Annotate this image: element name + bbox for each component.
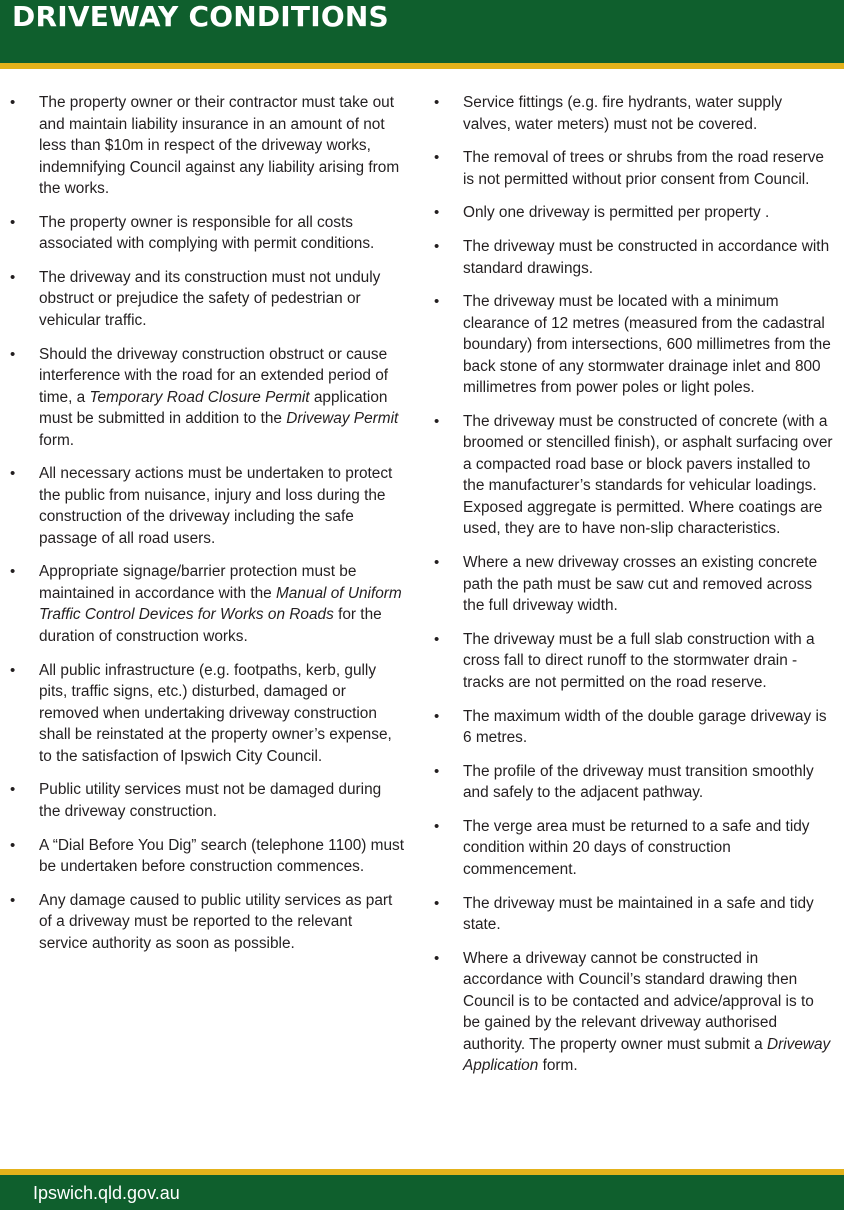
condition-text: All necessary actions must be undertaken to protect the public from nuisance, injury and loss during the construction of the driveway including the safe passage of all road users. [39,465,393,547]
condition-text: The driveway and its construction must not unduly obstruct or prejudice the safety of pedestrian or vehicular traffic. [39,268,381,329]
condition-text: The property owner or their contractor must take out and maintain liability insurance in an amount of not less than $10m in respect of the driveway works, indemnifying Council against any liability arising from the works. [39,94,400,197]
condition-text: application must be submitted in addition to the [39,388,388,428]
condition-text: The property owner is responsible for all costs associated with complying with permit conditions. [39,213,375,253]
condition-text: Public utility services must not be damaged during the driveway construction. [39,781,382,820]
condition-item [434,202,834,224]
condition-item [10,463,405,549]
condition-text: form. [39,431,75,449]
condition-text: The maximum width of the double garage driveway is 6 metres. [463,707,827,746]
website-url: Ipswich.qld.gov.au [33,1183,180,1203]
condition-item [434,629,834,694]
condition-item [10,890,405,955]
header-divider [0,63,844,69]
condition-text: The driveway must be maintained in a safe and tidy state. [463,894,814,934]
condition-text: for the duration of construction works. [39,606,382,645]
condition-item [434,411,834,540]
condition-text: A “Dial Before You Dig” search (telephone 1100) must be undertaken before construction commences. [39,836,405,875]
condition-item [434,893,834,936]
condition-item [434,706,834,749]
condition-text: Appropriate signage/barrier protection must be maintained in accordance with the [39,563,357,602]
condition-item [434,816,834,881]
condition-emphasis: Manual of Uniform Traffic Control Devices for Works on Roads [39,584,402,624]
condition-item [434,761,834,804]
condition-text: Where a new driveway crosses an existing concrete path the path must be saw cut and removed across the full driveway width. [463,554,818,615]
condition-text: The driveway must be a full slab construction with a cross fall to direct runoff to the stormwater drain - tracks are not permitted on the road reserve. [463,630,815,691]
page-footer [0,1175,844,1210]
condition-emphasis: Temporary Road Closure Permit [89,388,310,406]
conditions-list-left [10,92,405,954]
condition-item [10,779,405,822]
condition-item [10,660,405,768]
condition-text: The profile of the driveway must transition smoothly and safely to the adjacent pathway. [463,762,814,802]
condition-item [10,561,405,647]
condition-item [434,92,834,135]
page-header [0,0,844,63]
condition-text: Only one driveway is permitted per property . [463,204,770,222]
condition-item [434,147,834,190]
condition-text: Any damage caused to public utility services as part of a driveway must be reported to the relevant service authority as soon as possible. [39,891,393,952]
condition-item [10,212,405,255]
condition-text: The driveway must be constructed of concrete (with a broomed or stencilled finish), or asphalt surfacing over a compacted road base or block pavers installed to the manufacturer’s standards for vehicular loadings. Exposed aggregate is permitted. Where coatings are used, they are to have non-slip characteristics. [463,412,833,538]
conditions-left-column [10,92,405,966]
condition-item [434,291,834,399]
condition-text: form. [538,1057,578,1075]
conditions-list-right [434,92,834,1077]
condition-text: The driveway must be constructed in accordance with standard drawings. [463,238,830,277]
condition-text: Service fittings (e.g. fire hydrants, water supply valves, water meters) must not be covered. [463,94,783,133]
condition-item [434,552,834,617]
page-title: DRIVEWAY CONDITIONS [12,0,389,33]
condition-item [10,267,405,332]
condition-item [10,835,405,878]
condition-text: The removal of trees or shrubs from the road reserve is not permitted without prior consent from Council. [463,149,824,188]
condition-text: All public infrastructure (e.g. footpaths, kerb, gully pits, traffic signs, etc.) disturbed, damaged or removed when undertaking driveway construction shall be reinstated at the property owner’s expense, to the satisfaction of Ipswich City Council. [39,661,392,765]
condition-item [10,92,405,200]
condition-text: The verge area must be returned to a safe and tidy condition within 20 days of construction commencement. [463,817,810,878]
condition-emphasis: Driveway Application [463,1035,831,1075]
condition-item [434,236,834,279]
condition-item [10,344,405,452]
condition-text: Where a driveway cannot be constructed in accordance with Council’s standard drawing then Council is to be contacted and advice/approval is to be gained by the relevant driveway authorised authority. The property owner must submit a [463,949,814,1053]
conditions-right-column [434,92,834,1089]
condition-text: Should the driveway construction obstruct or cause interference with the road for an extended period of time, a [39,345,389,406]
condition-text: The driveway must be located with a minimum clearance of 12 metres (measured from the cadastral boundary) from intersections, 600 millimetres from the back stone of any stormwater drainage inlet and 800 millimetres from power poles or light poles. [463,293,831,397]
condition-item [434,948,834,1077]
condition-emphasis: Driveway Permit [286,410,399,428]
